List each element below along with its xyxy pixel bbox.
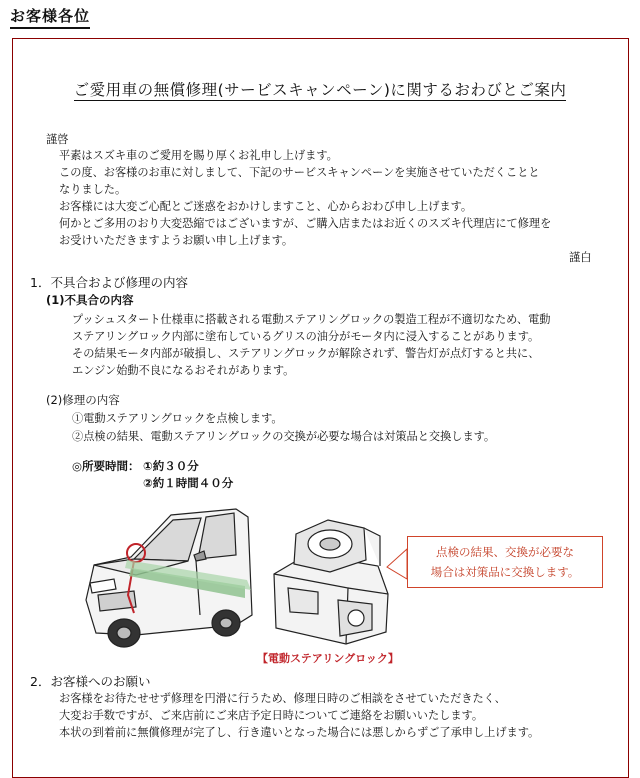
- sub1-line-4: エンジン始動不良になるおそれがあります。: [72, 364, 295, 377]
- section2-line-3: 本状の到着前に無償修理が完了し、行き違いとなった場合には悪しからずご了承申し上げます。: [59, 726, 540, 739]
- time-1: ①約３０分: [143, 459, 199, 473]
- greeting-opening: 謹啓: [46, 133, 69, 146]
- greeting-line-6: お受けいただきますようお願い申し上げます。: [59, 234, 294, 247]
- sub1-line-3: その結果モータ内部が破損し、ステアリングロックが解除されず、警告灯が点灯すると共に、: [72, 347, 540, 360]
- section1-sub1-heading: (1)不具合の内容: [46, 293, 134, 307]
- sub2-line-2: ②点検の結果、電動ステアリングロックの交換が必要な場合は対策品と交換します。: [72, 430, 496, 443]
- section2-line-1: お客様をお待たせせず修理を円滑に行うため、修理日時のご相談をさせていただきたく、: [59, 692, 506, 705]
- time-2: ②約１時間４０分: [143, 476, 234, 490]
- part-caption: 【電動ステアリングロック】: [257, 652, 399, 665]
- pointer-arrow: [125, 538, 265, 598]
- sub1-line-2: ステアリングロック内部に塗布しているグリスの油分がモータ内に浸入することがあります。: [72, 330, 540, 343]
- greeting-line-1: 平素はスズキ車のご愛用を賜り厚くお礼申し上げます。: [59, 149, 338, 162]
- section2-line-2: 大変お手数ですが、ご来店前にご来店予定日時についてご連絡をお願いいたします。: [59, 709, 484, 722]
- section1-sub2-heading: (2)修理の内容: [46, 393, 120, 407]
- document-title-text: ご愛用車の無償修理(サービスキャンペーン)に関するおわびとご案内: [73, 81, 567, 99]
- callout-line-1: 点検の結果、交換が必要な: [436, 545, 574, 559]
- greeting-line-2: この度、お客様のお車に対しまして、下記のサービスキャンペーンを実施させていただくことと: [59, 166, 540, 179]
- greeting-closing: 謹白: [569, 251, 592, 264]
- section2-heading: 2．お客様へのお願い: [30, 674, 151, 689]
- time-label: ◎所要時間：: [72, 459, 140, 473]
- sub2-line-1: ①電動ステアリングロックを点検します。: [72, 412, 283, 425]
- greeting-line-4: お客様には大変ご心配とご迷惑をおかけしますこと、心からおわび申し上げます。: [59, 200, 473, 213]
- callout-line-2: 場合は対策品に交換します。: [430, 565, 580, 579]
- replacement-callout: [407, 536, 603, 588]
- header-title: お客様各位: [10, 5, 90, 29]
- greeting-line-5: 何かとご多用のおり大変恐縮ではございますが、ご購入店またはお近くのスズキ代理店にて修理を: [59, 217, 552, 230]
- document-title: [18, 78, 622, 100]
- greeting-line-3: なりました。: [59, 183, 127, 196]
- sub1-line-1: プッシュスタート仕様車に搭載される電動ステアリングロックの製造工程が不適切なため、電動: [72, 313, 551, 326]
- steering-lock-part-illustration: [268, 514, 400, 648]
- section1-heading: 1．不具合および修理の内容: [30, 275, 188, 290]
